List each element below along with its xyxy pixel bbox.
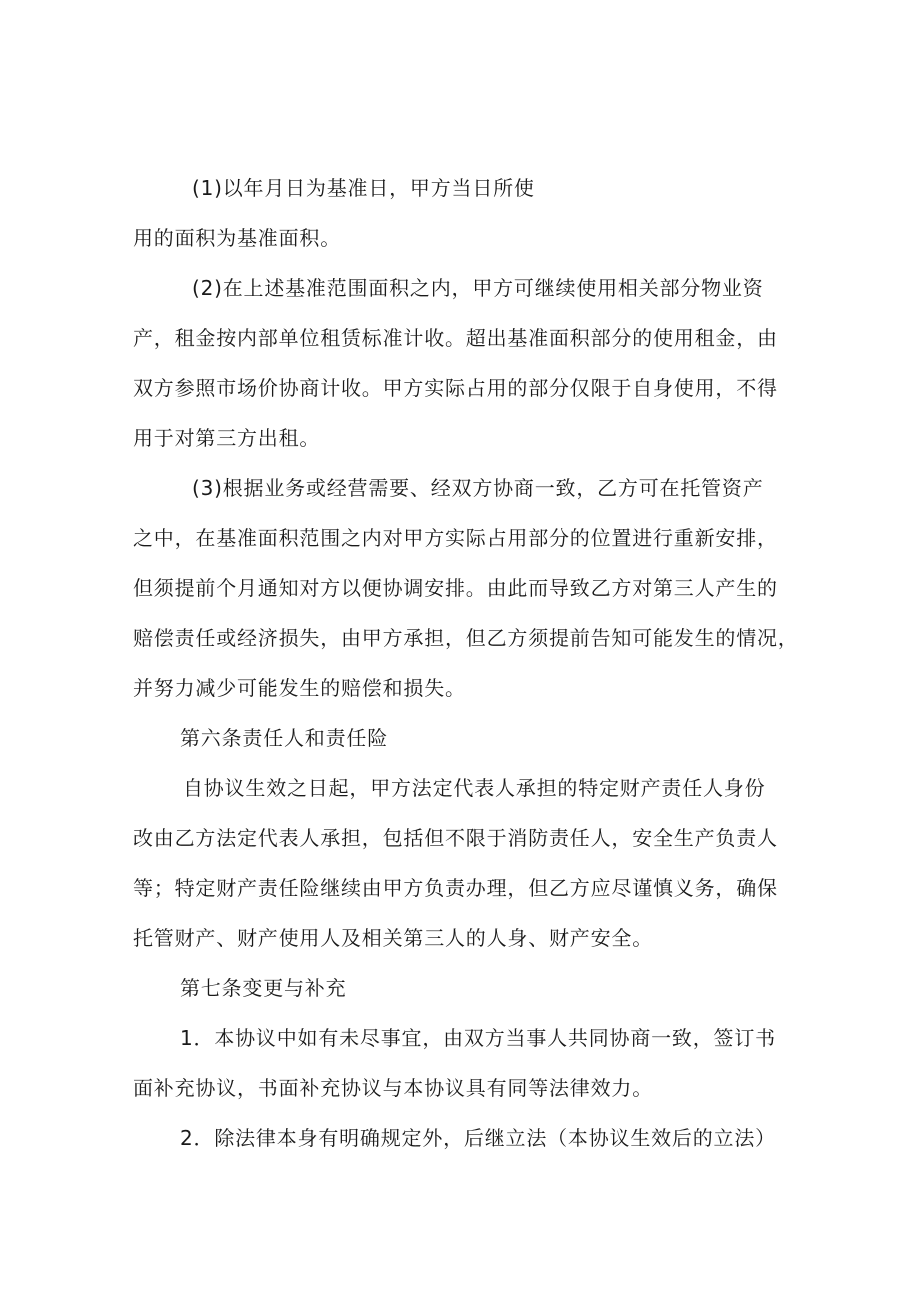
article6-line2: 改由乙方法定代表人承担，包括但不限于消防责任人，安全生产负责人 bbox=[133, 826, 778, 850]
item2-line4: 用于对第三方出租。 bbox=[133, 426, 321, 450]
article7-clause1-line1: 1．本协议中如有未尽事宜，由双方当事人共同协商一致，签订书 bbox=[180, 1026, 776, 1050]
item3-line2: 之中，在基准面积范围之内对甲方实际占用部分的位置进行重新安排， bbox=[133, 526, 778, 550]
article6-line1: 自协议生效之日起，甲方法定代表人承担的特定财产责任人身份 bbox=[183, 776, 766, 800]
article6-line3: 等；特定财产责任险继续由甲方负责办理，但乙方应尽谨慎义务，确保 bbox=[133, 876, 778, 900]
article7-heading: 第七条变更与补充 bbox=[180, 976, 347, 1000]
item3-line3: 但须提前个月通知对方以便协调安排。由此而导致乙方对第三人产生的 bbox=[133, 576, 778, 600]
article7-clause1-line2: 面补充协议，书面补充协议与本协议具有同等法律效力。 bbox=[133, 1076, 653, 1100]
article6-line4: 托管财产、财产使用人及相关第三人的人身、财产安全。 bbox=[133, 926, 653, 950]
item3-line5: 并努力减少可能发生的赔偿和损失。 bbox=[133, 676, 466, 700]
article7-clause2-line1: 2．除法律本身有明确规定外，后继立法（本协议生效后的立法） bbox=[180, 1126, 776, 1150]
item2-line3: 双方参照市场价协商计收。甲方实际占用的部分仅限于自身使用，不得 bbox=[133, 376, 778, 400]
item2-line1: (2)在上述基准范围面积之内，甲方可继续使用相关部分物业资 bbox=[192, 276, 764, 300]
item1-line2: 用的面积为基准面积。 bbox=[133, 226, 341, 250]
article6-heading: 第六条责任人和责任险 bbox=[180, 726, 388, 750]
item3-line4: 赔偿责任或经济损失，由甲方承担，但乙方须提前告知可能发生的情况， bbox=[133, 626, 799, 650]
item1-line1: (1)以年月日为基准日，甲方当日所使 bbox=[192, 176, 535, 200]
item2-line2: 产，租金按内部单位租赁标准计收。超出基准面积部分的使用租金，由 bbox=[133, 326, 778, 350]
item3-line1: (3)根据业务或经营需要、经双方协商一致，乙方可在托管资产 bbox=[192, 476, 764, 500]
